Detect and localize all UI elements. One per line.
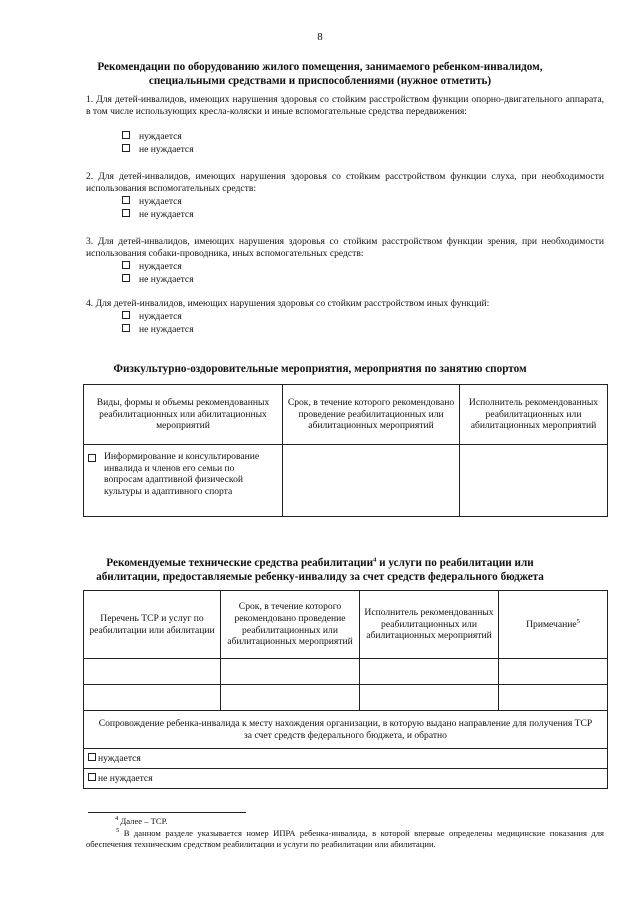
tsr-table-row xyxy=(84,659,608,685)
tsr-col-note xyxy=(499,591,608,659)
tsr-cell[interactable] xyxy=(221,685,360,711)
tsr-col-period: Срок, в течение которого рекомендовано проведение реабилитационных или абилитационных мероприятий xyxy=(221,591,360,659)
tsr-cell[interactable] xyxy=(360,685,499,711)
item4-option-no-label: не нуждается xyxy=(139,324,194,335)
section3-heading-line1-after: и услуги по реабилитации или xyxy=(376,557,534,569)
item4-option-no[interactable] xyxy=(122,324,194,336)
section3-heading-line2: абилитации, предоставляемые ребенку-инвалиду за счет средств федерального бюджета xyxy=(96,571,544,583)
checkbox-icon[interactable] xyxy=(122,261,130,269)
tsr-col-note-label: Примечание xyxy=(526,618,577,630)
item1-option-yes[interactable] xyxy=(122,131,182,143)
sport-row-activity-cell xyxy=(84,445,283,517)
tsr-escort-no[interactable] xyxy=(84,769,608,789)
item2-option-no[interactable] xyxy=(122,209,194,221)
sport-row-activity[interactable] xyxy=(88,451,278,497)
item4-option-yes-label: нуждается xyxy=(139,311,182,322)
sport-row-period-cell[interactable] xyxy=(283,445,460,517)
checkbox-icon[interactable] xyxy=(122,144,130,152)
section3-heading-line1 xyxy=(40,556,600,570)
tsr-table-header-row xyxy=(84,591,608,659)
item1-option-no[interactable] xyxy=(122,144,194,156)
sport-table-row xyxy=(84,445,608,517)
item3-option-no[interactable] xyxy=(122,274,194,286)
item3-option-yes-label: нуждается xyxy=(139,261,182,272)
tsr-table xyxy=(83,590,608,789)
tsr-cell[interactable] xyxy=(84,659,221,685)
item2-option-yes-label: нуждается xyxy=(139,196,182,207)
section1-heading xyxy=(40,60,600,88)
section1-heading-line2: специальными средствами и приспособлениями (нужное отметить) xyxy=(148,75,492,87)
item4-option-yes[interactable] xyxy=(122,311,182,323)
tsr-escort-yes-row xyxy=(84,749,608,769)
checkbox-icon[interactable] xyxy=(122,311,130,319)
item1-text: 1. Для детей-инвалидов, имеющих нарушения здоровья со стойким расстройством функции опорно-двигательного аппарата, в том числе использующих кресла-коляски и иные вспомогательные средства передвижения: xyxy=(86,94,604,117)
tsr-col-executor: Исполнитель рекомендованных реабилитационных или абилитационных мероприятий xyxy=(360,591,499,659)
checkbox-icon[interactable] xyxy=(88,773,96,781)
footnote-5-number: 5 xyxy=(116,827,120,835)
tsr-escort-no-row xyxy=(84,769,608,789)
tsr-cell[interactable] xyxy=(360,659,499,685)
footnote-ref-5: 5 xyxy=(576,617,580,625)
tsr-cell[interactable] xyxy=(499,659,608,685)
tsr-escort-row xyxy=(84,711,608,749)
item2-option-yes[interactable] xyxy=(122,196,182,208)
tsr-table-row xyxy=(84,685,608,711)
tsr-cell[interactable] xyxy=(84,685,221,711)
tsr-escort-text: Сопровождение ребенка-инвалида к месту нахождения организации, в которую выдано направление для получения ТСР за счет средств федерального бюджета, и обратно xyxy=(84,711,608,749)
sport-col-types: Виды, формы и объемы рекомендованных реабилитационных или абилитационных мероприятий xyxy=(84,385,283,445)
footnote-5-text: В данном разделе указывается номер ИПРА ребенка-инвалида, в которой впервые определены медицинские показания для обеспечения техническим средством реабилитации и услуги по реабилитации или абилитации. xyxy=(86,828,604,849)
checkbox-icon[interactable] xyxy=(88,753,96,761)
item2-text: 2. Для детей-инвалидов, имеющих нарушения здоровья со стойким расстройством функции слуха, при необходимости использования вспомогательных средств: xyxy=(86,171,604,194)
footnote-ref-4: 4 xyxy=(373,556,377,564)
checkbox-icon[interactable] xyxy=(122,131,130,139)
sport-row-activity-text: Информирование и консультирование инвалида и членов его семьи по вопросам адаптивной физической культуры и адаптивного спорта xyxy=(104,451,260,497)
tsr-escort-yes-label: нуждается xyxy=(98,752,141,764)
item3-option-yes[interactable] xyxy=(122,261,182,273)
sport-col-period: Срок, в течение которого рекомендовано проведение реабилитационных или абилитационных мероприятий xyxy=(283,385,460,445)
sport-col-executor: Исполнитель рекомендованных реабилитационных или абилитационных мероприятий xyxy=(460,385,608,445)
footnote-4-number: 4 xyxy=(115,815,119,823)
item3-text: 3. Для детей-инвалидов, имеющих нарушения здоровья со стойким расстройством функции зрения, при необходимости использования собаки-проводника, иных вспомогательных средств: xyxy=(86,236,604,259)
section3-heading-line1-before: Рекомендуемые технические средства реабилитации xyxy=(106,557,374,569)
tsr-cell[interactable] xyxy=(221,659,360,685)
sport-row-executor-cell[interactable] xyxy=(460,445,608,517)
tsr-col-list: Перечень ТСР и услуг по реабилитации или абилитации xyxy=(84,591,221,659)
item4-text: 4. Для детей-инвалидов, имеющих нарушения здоровья со стойким расстройством иных функций: xyxy=(86,298,490,309)
sport-table xyxy=(83,384,608,517)
item1-option-yes-label: нуждается xyxy=(139,131,182,142)
item3-option-no-label: не нуждается xyxy=(139,274,194,285)
item1-option-no-label: не нуждается xyxy=(139,144,194,155)
tsr-escort-yes[interactable] xyxy=(84,749,608,769)
section2-heading: Физкультурно-оздоровительные мероприятия, мероприятия по занятию спортом xyxy=(113,363,527,375)
footnote-4-text: Далее – ТСР. xyxy=(120,816,168,826)
checkbox-icon[interactable] xyxy=(122,209,130,217)
checkbox-icon[interactable] xyxy=(122,274,130,282)
section1-heading-line1: Рекомендации по оборудованию жилого помещения, занимаемого ребенком-инвалидом, xyxy=(97,61,543,73)
footnote-5 xyxy=(86,828,604,850)
checkbox-icon[interactable] xyxy=(122,324,130,332)
tsr-cell[interactable] xyxy=(499,685,608,711)
page-number: 8 xyxy=(317,31,323,43)
checkbox-icon[interactable] xyxy=(88,454,96,462)
item2-option-no-label: не нуждается xyxy=(139,209,194,220)
footnote-4 xyxy=(115,816,168,827)
sport-table-header-row xyxy=(84,385,608,445)
checkbox-icon[interactable] xyxy=(122,196,130,204)
tsr-escort-no-label: не нуждается xyxy=(98,772,153,784)
footnote-separator xyxy=(88,812,246,813)
section3-heading xyxy=(40,556,600,584)
